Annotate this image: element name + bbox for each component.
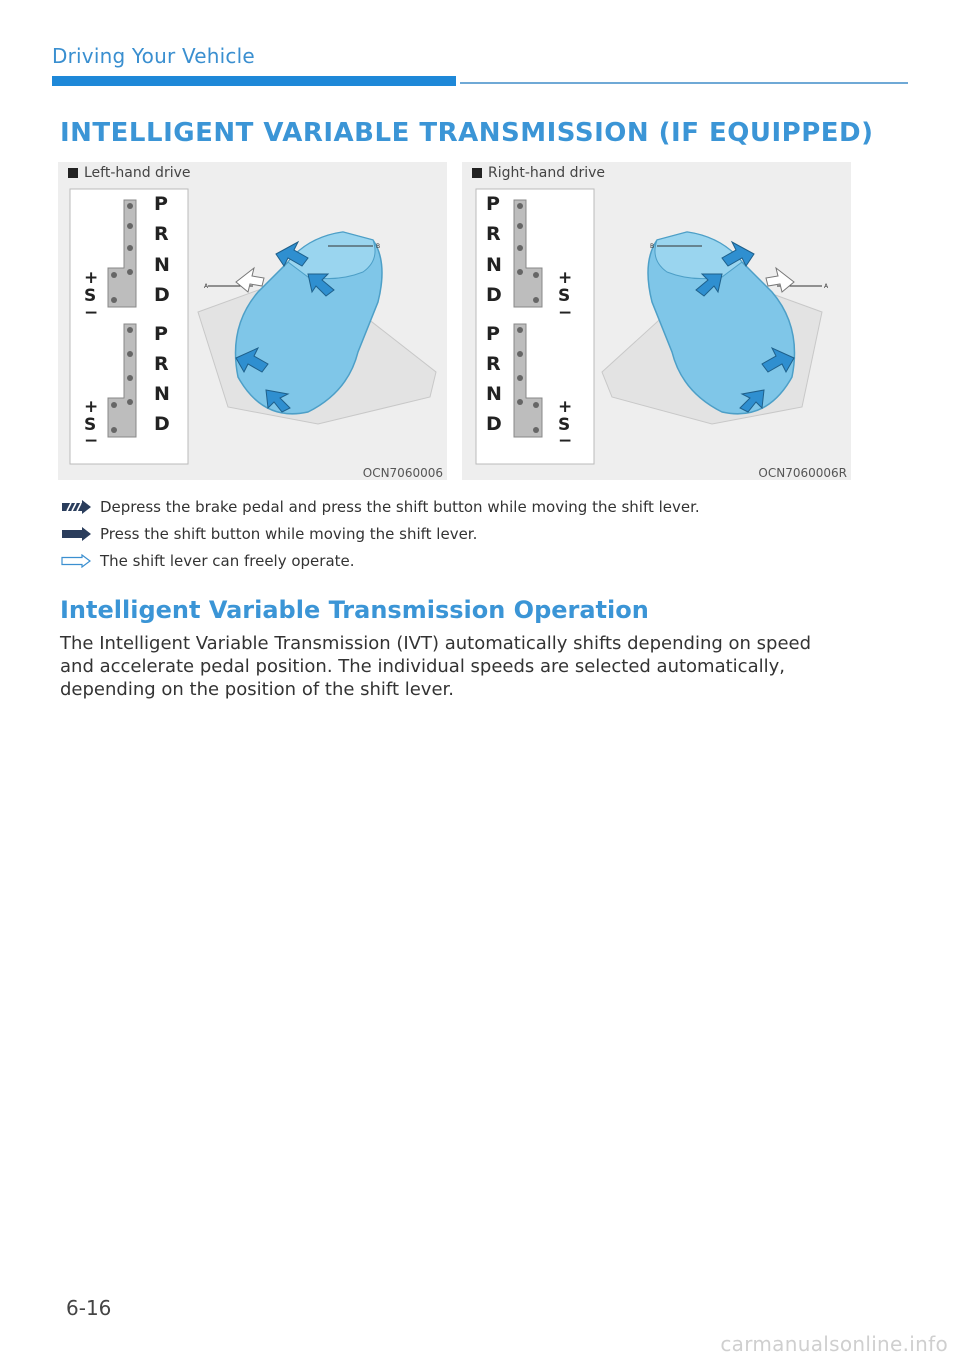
figure-label-left: Left-hand drive [68,165,190,181]
gear-plus-upper-r: + [558,268,573,288]
section-title: INTELLIGENT VARIABLE TRANSMISSION (IF EQUIPPED) [60,118,874,148]
gear-plus-upper: + [84,268,99,288]
gear-minus-lower: − [84,431,99,451]
header-title: Driving Your Vehicle [52,44,255,68]
figure-right-hand-drive [462,162,851,480]
gear-d-upper-r: D [486,284,502,306]
legend-item-brake [60,498,700,516]
gear-minus-upper-r: − [558,303,573,323]
legend-item-free [60,552,355,570]
figure-left-hand-drive [58,162,447,480]
gear-r-upper: R [154,223,169,245]
gear-s-upper: S [84,286,97,306]
legend-text-free: The shift lever can freely operate. [100,552,355,570]
label-a-left: A [204,283,209,290]
outline-arrow-icon [60,554,92,568]
figure-code-left: OCN7060006 [362,466,443,480]
gear-plus-lower-r: + [558,397,573,417]
gear-r-lower: R [154,353,169,375]
gear-minus-upper: − [84,303,99,323]
label-b-right: B [650,243,655,250]
gear-d-upper: D [154,284,170,306]
header-rule-thin [460,82,908,84]
header-rule-thick [52,76,456,86]
watermark: carmanualsonline.info [720,1332,948,1356]
figure-code-right: OCN7060006R [758,466,847,480]
solid-arrow-icon [60,527,92,541]
right-hand-drive-illustration [462,162,851,480]
gear-n-upper: N [154,254,170,276]
gear-p-upper-r: P [486,193,500,215]
label-a-right: A [824,283,829,290]
gear-s-upper-r: S [558,286,571,306]
gear-n-lower: N [154,383,170,405]
gear-d-lower: D [154,413,170,435]
subsection-body: The Intelligent Variable Transmission (IVT) automatically shifts depending on speed and accelerate pedal position. The individual speeds are selected automatically, depending on the position of the shift lever. [60,633,812,700]
label-b-left: B [376,243,381,250]
gear-d-lower-r: D [486,413,502,435]
square-bullet-icon [472,168,482,178]
page-number: 6-16 [66,1296,112,1320]
gear-s-lower-r: S [558,415,571,435]
legend-text-button: Press the shift button while moving the shift lever. [100,525,478,543]
legend-text-brake: Depress the brake pedal and press the shift button while moving the shift lever. [100,498,700,516]
gear-r-lower-r: R [486,353,501,375]
gear-n-lower-r: N [486,383,502,405]
gear-r-upper-r: R [486,223,501,245]
gear-p-lower: P [154,323,168,345]
gear-s-lower: S [84,415,97,435]
gear-plus-lower: + [84,397,99,417]
subsection-title: Intelligent Variable Transmission Operation [60,596,649,624]
gear-p-upper: P [154,193,168,215]
gear-n-upper-r: N [486,254,502,276]
square-bullet-icon [68,168,78,178]
hatched-arrow-icon [60,500,92,514]
figure-label-right: Right-hand drive [472,165,605,181]
left-hand-drive-illustration [58,162,447,480]
gear-p-lower-r: P [486,323,500,345]
legend-item-button [60,525,477,543]
gear-minus-lower-r: − [558,431,573,451]
